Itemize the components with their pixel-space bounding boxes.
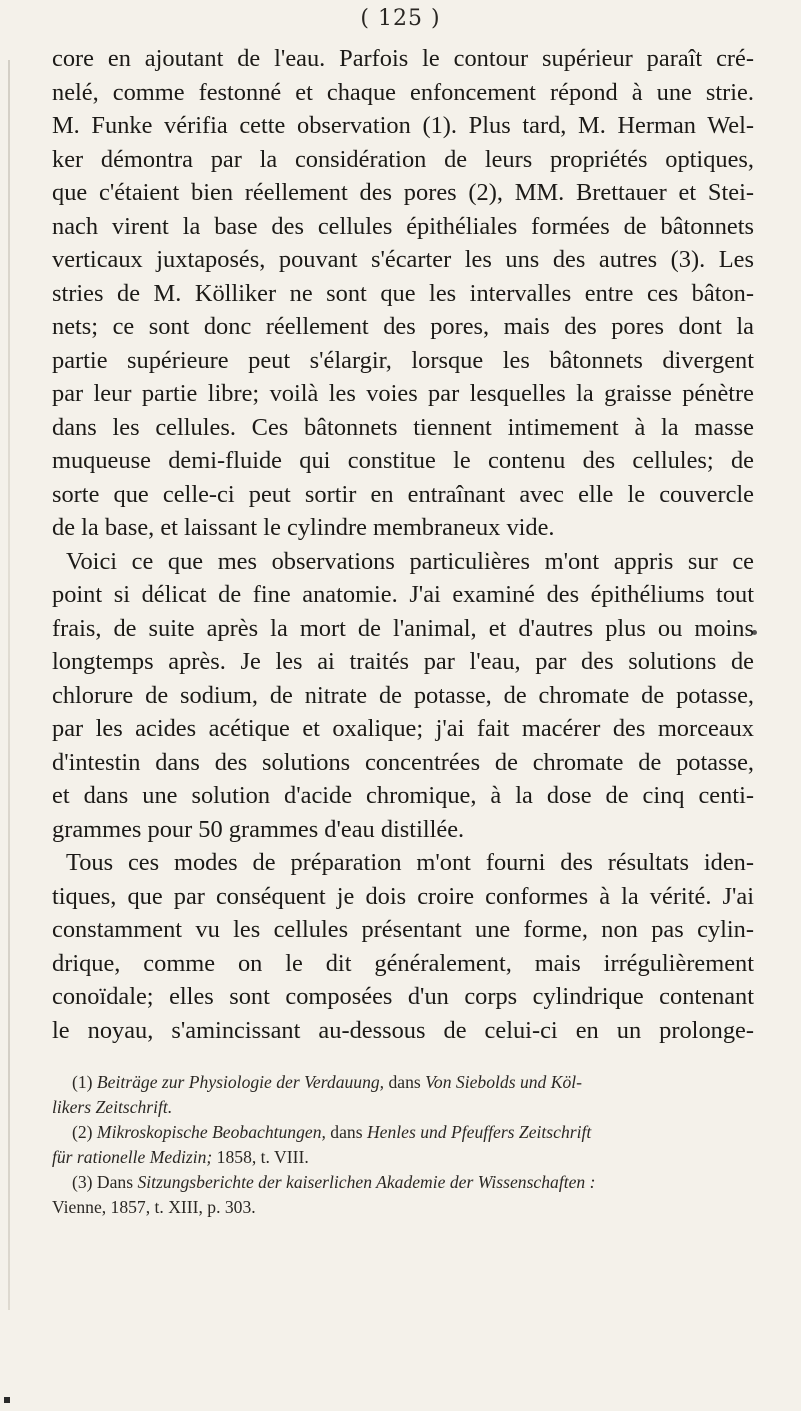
text-line: muqueuse demi-fluide qui constitue le contenu des cellules; de bbox=[52, 447, 754, 474]
footnote-1-cont: likers Zeitschrift. bbox=[52, 1097, 173, 1117]
text-line: grammes pour 50 grammes d'eau distillée. bbox=[52, 815, 465, 843]
text-line: sorte que celle-ci peut sortir en entraînant avec elle le couvercle bbox=[52, 480, 754, 508]
text-line: nelé, comme festonné et chaque enfoncement répond à une strie. bbox=[52, 78, 754, 106]
text-line: core en ajoutant de l'eau. Parfois le contour supérieur paraît cré- bbox=[52, 45, 754, 72]
text-line: frais, de suite après la mort de l'animal, et d'autres plus ou moins bbox=[52, 614, 754, 642]
page-number: ( 125 ) bbox=[360, 6, 441, 31]
scan-mark bbox=[4, 1397, 10, 1403]
text-line: constamment vu les cellules présentant une forme, non pas cylin- bbox=[52, 916, 754, 943]
text-line: par leur partie libre; voilà les voies par lesquelles la graisse pénètre bbox=[52, 380, 754, 407]
text-line: dans les cellules. Ces bâtonnets tiennent intimement à la masse bbox=[52, 413, 754, 441]
text-line: M. Funke vérifia cette observation (1). Plus tard, M. Herman Wel- bbox=[52, 112, 754, 139]
text-line: chlorure de sodium, de nitrate de potasse, de chromate de potasse, bbox=[52, 681, 754, 709]
text-line: stries de M. Kölliker ne sont que les intervalles entre ces bâton- bbox=[52, 279, 754, 307]
text-line: tiques, que par conséquent je dois croire conformes à la vérité. J'ai bbox=[52, 882, 754, 910]
text-line: Voici ce que mes observations particulières m'ont appris sur ce bbox=[66, 547, 754, 575]
text-line: partie supérieure peut s'élargir, lorsque les bâtonnets divergent bbox=[52, 346, 754, 374]
text-line: point si délicat de fine anatomie. J'ai examiné des épithéliums tout bbox=[52, 581, 754, 608]
footnote-2: (2) Mikroskopische Beobachtungen, dans Henles und Pfeuffers Zeitschrift bbox=[72, 1122, 592, 1142]
footnote-2-cont: für rationelle Medizin; 1858, t. VIII. bbox=[52, 1147, 309, 1167]
text-line: Tous ces modes de préparation m'ont fourni des résultats iden- bbox=[66, 849, 754, 876]
text-line: et dans une solution d'acide chromique, à la dose de cinq centi- bbox=[52, 782, 754, 809]
text-line: verticaux juxtaposés, pouvant s'écarter les uns des autres (3). Les bbox=[52, 246, 754, 273]
text-line: longtemps après. Je les ai traités par l'eau, par des solutions de bbox=[52, 648, 754, 675]
text-line: par les acides acétique et oxalique; j'ai fait macérer des morceaux bbox=[52, 715, 754, 742]
footnotes bbox=[52, 1070, 754, 1220]
text-line: que c'étaient bien réellement des pores (2), MM. Brettauer et Stei- bbox=[52, 179, 754, 206]
text-line: conoïdale; elles sont composées d'un corps cylindrique contenant bbox=[52, 983, 754, 1010]
text-line: nets; ce sont donc réellement des pores, mais des pores dont la bbox=[52, 313, 754, 340]
text-line: d'intestin dans des solutions concentrées de chromate de potasse, bbox=[52, 748, 754, 776]
footnote-1: (1) Beiträge zur Physiologie der Verdauung, dans Von Siebolds und Köl- bbox=[72, 1072, 583, 1092]
binding-edge bbox=[8, 60, 10, 1310]
text-line: drique, comme on le dit généralement, mais irrégulièrement bbox=[52, 949, 754, 977]
text-line: nach virent la base des cellules épithéliales formées de bâtonnets bbox=[52, 212, 754, 240]
body-text bbox=[52, 42, 754, 1047]
footnote-3-cont: Vienne, 1857, t. XIII, p. 303. bbox=[52, 1197, 256, 1217]
text-line: le noyau, s'amincissant au-dessous de celui-ci en un prolonge- bbox=[52, 1016, 754, 1044]
text-line: ker démontra par la considération de leurs propriétés optiques, bbox=[52, 145, 754, 173]
text-line: de la base, et laissant le cylindre membraneux vide. bbox=[52, 514, 555, 541]
footnote-3: (3) Dans Sitzungsberichte der kaiserlichen Akademie der Wissenschaften : bbox=[72, 1172, 596, 1192]
